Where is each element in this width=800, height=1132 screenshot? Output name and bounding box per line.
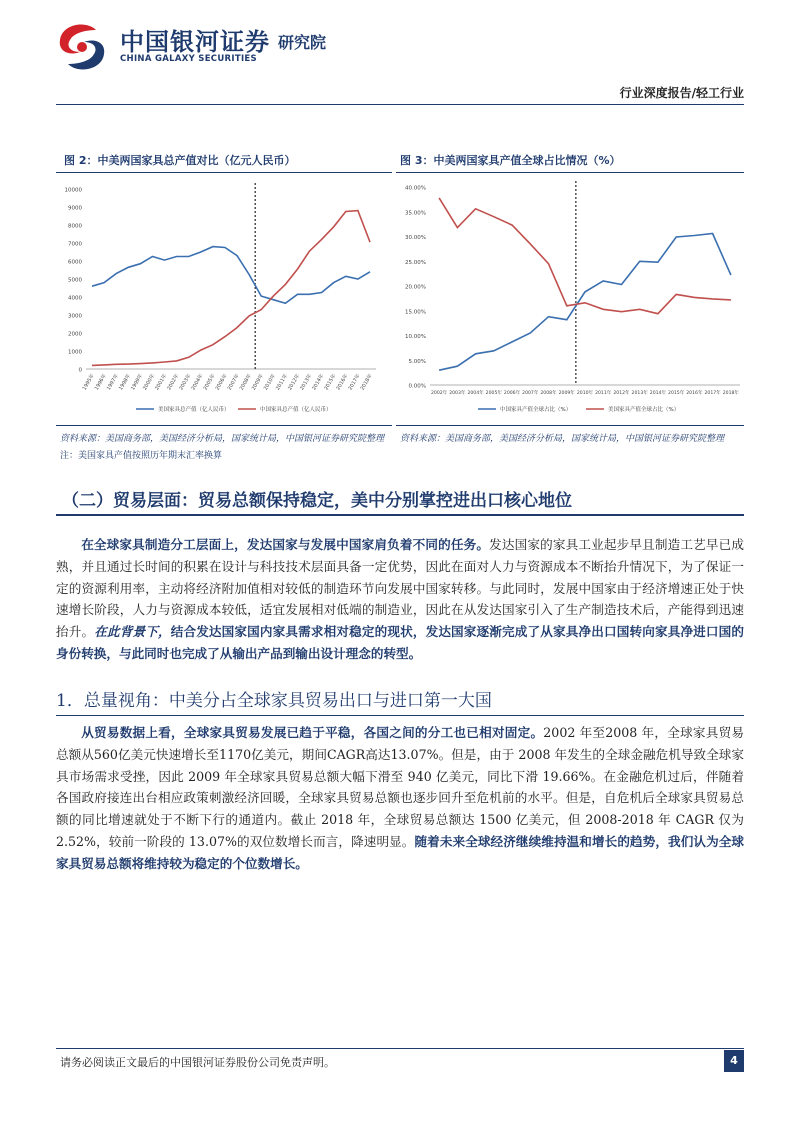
y-tick-label: 20.00% [405,284,426,291]
footer-divider [56,1048,744,1049]
x-tick-label: 1998年 [117,373,133,392]
x-tick-label: 2005年 [485,391,502,396]
x-tick-label: 2018年 [722,391,740,396]
page-number: 4 [724,1050,744,1072]
logo [56,20,376,72]
footer-disclaimer: 请务必阅读正文最后的中国银河证券股份公司免责声明。 [60,1056,335,1069]
section-paragraph-2 [56,722,744,875]
figure3-chart [396,172,744,426]
x-tick-label: 2005年 [202,373,217,392]
y-tick-label: 0.00% [408,383,426,390]
x-tick-label: 2012年 [287,373,302,392]
figure2-source: 资料来源：美国商务部，美国经济分析局，国家统计局，中国银河证券研究院整理 [60,434,385,444]
x-tick-label: 2002年 [430,391,448,396]
y-tick-label: 10000 [64,187,82,194]
x-tick-label: 2002年 [166,373,181,392]
x-tick-label: 2011年 [595,391,612,396]
y-tick-label: 35.00% [405,210,426,217]
report-type: 行业深度报告/轻工行业 [619,86,744,100]
x-tick-label: 2007年 [522,391,539,396]
para1-italic: 在此背景下， [94,624,171,640]
institute-name: 研究院 [278,33,327,52]
y-tick-label: 40.00% [405,185,426,192]
legend-label-1: 中国家具总产值（亿人民币） [260,407,332,413]
x-tick-label: 2010年 [262,373,278,392]
x-tick-label: 2012年 [613,391,630,396]
x-tick-label: 2009年 [250,373,265,392]
x-tick-label: 2014年 [311,373,326,392]
x-tick-label: 2015年 [323,373,338,392]
x-tick-label: 2007年 [226,373,241,392]
galaxy-logo-icon [56,22,108,72]
y-tick-label: 7000 [68,241,82,248]
para2-body: 2002 年至2008 年，全球家具贸易总额从560亿美元快速增长至1170亿美元，期间CAGR高达13.07%。但是，由于 2008 年发生的全球金融危机导致全球家具市场需求受挫，因此 2009 年全球家具贸易总额大幅下滑至 940 亿美元，同比下滑 19.66%。在金融危机过后，伴随着各国政府接连出台相应政策刺激经济回暖，全球家具贸易总额也逐步回升至危机前的水平。但是，自危机后全球家具贸易总额的同比增速就处于不断下行的通道内。截止 2018 年，全球贸易总额达 1500 亿美元，但 2008-2018 年 CAGR 仅为 2.52%，较前一阶段的 13.07%的双位数增长而言，降速明显。 [56,725,745,849]
x-tick-label: 2010年 [576,391,594,396]
y-tick-label: 1000 [68,349,82,356]
section-paragraph-1 [56,534,744,665]
y-tick-label: 5000 [68,277,82,284]
section-title: （二）贸易层面：贸易总额保持稳定，美中分别掌控进出口核心地位 [56,486,744,516]
y-tick-label: 30.00% [405,235,426,241]
x-tick-label: 2004年 [467,391,484,396]
x-tick-label: 2003年 [178,373,193,392]
x-tick-label: 2006年 [214,373,229,392]
x-tick-label: 2001年 [154,373,169,392]
y-tick-label: 3000 [68,313,82,320]
x-tick-label: 2015年 [668,391,685,396]
x-tick-label: 2013年 [299,373,314,392]
y-tick-label: 8000 [68,223,82,230]
y-tick-label: 9000 [68,205,82,212]
y-tick-label: 0 [78,367,82,374]
para1-body: 发达国家的家具工业起步早且制造工艺早已成熟，并且通过长时间的积累在设计与科技技术层面具备一定优势，因此在面对人力与资源成本不断抬升情况下，为了保证一定的资源利用率，主动将经济附加值相对较低的制造环节向发展中国家转移。与此同时，发展中国家由于经济增速正处于快速增长阶段，人力与资源成本较低，适宜发展相对低端的制造业，因此在从发达国家引入了生产制造技术后，产能得到迅速抬升。 [56,537,745,640]
series-line-0 [92,247,370,304]
y-tick-label: 4000 [68,295,82,302]
para1-bold-lead: 在全球家具制造分工层面上，发达国家与发展中国家肩负着不同的任务。 [81,537,490,552]
y-tick-label: 25.00% [405,259,426,266]
x-tick-label: 2008年 [540,391,557,396]
x-tick-label: 2018年 [359,373,374,392]
x-tick-label: 2004年 [190,373,205,392]
y-tick-label: 2000 [68,331,82,338]
x-tick-label: 2017年 [347,373,362,392]
figure3-svg [396,173,744,425]
series-line-1 [439,198,731,314]
para2-bold-conclusion: 随着未来全球经济继续维持温和增长的趋势，我们认为全球家具贸易总额将维持较为稳定的个位数增长。 [56,833,745,871]
x-tick-label: 2016年 [686,391,703,396]
x-tick-label: 2014年 [649,391,667,396]
para2-bold-lead: 从贸易数据上看，全球家具贸易发展已趋于平稳，各国之间的分工也已相对固定。 [81,725,544,740]
x-tick-label: 1996年 [93,373,108,392]
x-tick-label: 1997年 [105,373,120,392]
x-tick-label: 1995年 [81,373,96,392]
x-tick-label: 2017年 [704,391,721,396]
x-tick-label: 1999年 [130,373,145,392]
x-tick-label: 2013年 [631,391,648,396]
x-tick-label: 2008年 [238,373,253,392]
y-tick-label: 15.00% [405,309,426,316]
y-tick-label: 10.00% [405,334,426,340]
figure3-title: 图 3：中美两国家具产值全球占比情况（%） [400,154,621,167]
figure2-svg [56,173,392,425]
x-tick-label: 2009年 [558,391,575,396]
x-tick-label: 2011年 [275,373,290,392]
x-tick-label: 2000年 [142,373,157,392]
figure2-note: 注：美国家具产值按照历年期末汇率换算 [60,451,223,461]
y-tick-label: 6000 [68,259,82,266]
x-tick-label: 2003年 [449,391,466,396]
series-line-0 [439,234,731,371]
legend-label-0: 美国家具总产值（亿人民币） [158,407,230,413]
subsection-title: 1．总量视角：中美分占全球家具贸易出口与进口第一大国 [56,686,744,716]
figure3-source: 资料来源：美国商务部，美国经济分析局，国家统计局，中国银河证券研究院整理 [400,434,725,444]
legend-label-1: 美国家具产值全球占比（%） [608,407,680,413]
x-tick-label: 2006年 [503,391,521,396]
header-divider [56,104,744,105]
company-name-en: CHINA GALAXY SECURITIES [120,54,257,64]
figure2-chart [56,172,392,426]
legend-label-0: 中国家具产值全球占比（%） [500,407,572,413]
company-name-cn: 中国银河证券 [120,28,270,56]
figure2-title: 图 2：中美两国家具总产值对比（亿元人民币） [64,154,296,167]
y-tick-label: 5.00% [408,358,426,365]
x-tick-label: 2016年 [335,373,350,392]
para1-bold-conclusion: 结合发达国家国内家具需求相对稳定的现状，发达国家逐渐完成了从家具净出口国转向家具净进口国的身份转换，与此同时也完成了从输出产品到输出设计理念的转型。 [56,624,745,661]
